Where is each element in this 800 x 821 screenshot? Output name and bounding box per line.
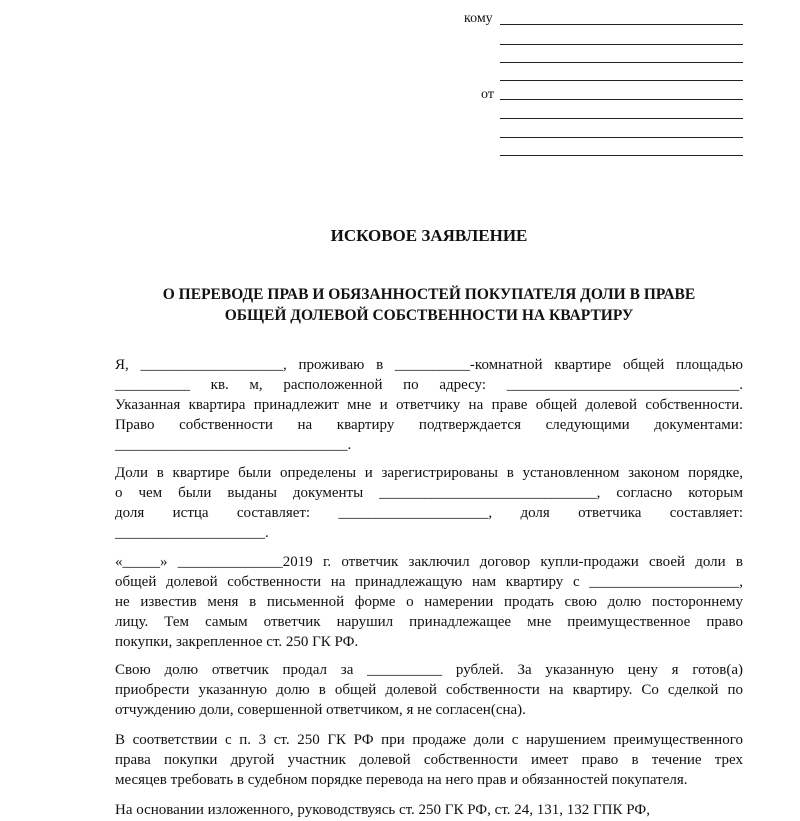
subtitle-line-2: ОБЩЕЙ ДОЛЕВОЙ СОБСТВЕННОСТИ НА КВАРТИРУ (224, 307, 634, 324)
text-line: о чем были выданы документы _____________________________, согласно которым (115, 485, 743, 501)
from-line-1 (500, 99, 743, 100)
text-line: не известив меня в письменной форме о намерении продать свою долю постороннему (115, 594, 743, 610)
to-line-4 (500, 80, 743, 81)
from-line-3 (500, 137, 743, 138)
text-line: На основании изложенного, руководствуясь ст. 250 ГК РФ, ст. 24, 131, 132 ГПК РФ, (115, 802, 650, 818)
text-line: права покупки другой участник долевой собственности имеет право в течение трех (115, 752, 743, 768)
text-line: отчуждению доли, совершенной ответчиком, я не согласен(сна). (115, 702, 526, 718)
text-line: доля истца составляет: ____________________, доля ответчика составляет: (115, 505, 743, 521)
text-line: ____________________. (115, 525, 269, 541)
text-line: __________ кв. м, расположенной по адресу: _______________________________. (115, 377, 743, 393)
text-line: _______________________________. (115, 437, 352, 453)
subtitle-line-1: О ПЕРЕВОДЕ ПРАВ И ОБЯЗАННОСТЕЙ ПОКУПАТЕЛЯ ДОЛИ В ПРАВЕ (162, 286, 696, 303)
document-title: ИСКОВОЕ ЗАЯВЛЕНИЕ (330, 226, 528, 245)
text-line: общей долевой собственности на принадлежащую нам квартиру с ____________________, (115, 574, 743, 590)
text-line: лицу. Тем самым ответчик нарушил принадлежащее мне преимущественное право (115, 614, 743, 630)
to-label: кому (464, 11, 493, 26)
text-line: месяцев требовать в судебном порядке перевода на него прав и обязанностей покупателя. (115, 772, 688, 788)
text-line: Указанная квартира принадлежит мне и ответчику на праве общей долевой собственности. (115, 397, 743, 413)
from-line-2 (500, 118, 743, 119)
to-line-2 (500, 44, 743, 45)
text-line: покупки, закрепленное ст. 250 ГК РФ. (115, 634, 359, 650)
paragraph-claimant-info (115, 355, 743, 455)
to-line-1 (500, 24, 743, 25)
text-line: Свою долю ответчик продал за __________ рублей. За указанную цену я готов(а) (115, 662, 743, 678)
text-line: Право собственности на квартиру подтверждается следующими документами: (115, 417, 743, 433)
from-line-4 (500, 155, 743, 156)
document-subtitle (0, 284, 800, 326)
to-line-3 (500, 62, 743, 63)
text-line: приобрести указанную долю в общей долевой собственности на квартиру. Со сделкой по (115, 682, 743, 698)
paragraph-sale-contract (115, 552, 743, 652)
text-line: В соответствии с п. 3 ст. 250 ГК РФ при продаже доли с нарушением преимущественного (115, 732, 743, 748)
paragraph-grounds (115, 800, 743, 820)
text-line: Доли в квартире были определены и зарегистрированы в установленном законом порядке, (115, 465, 743, 481)
paragraph-legal-basis (115, 730, 743, 790)
paragraph-price (115, 660, 743, 720)
from-label: от (481, 87, 494, 102)
paragraph-shares (115, 463, 743, 543)
text-line: «_____» ______________2019 г. ответчик заключил договор купли-продажи своей доли в (115, 554, 743, 570)
text-line: Я, ___________________, проживаю в __________-комнатной квартире общей площадью (115, 357, 743, 373)
